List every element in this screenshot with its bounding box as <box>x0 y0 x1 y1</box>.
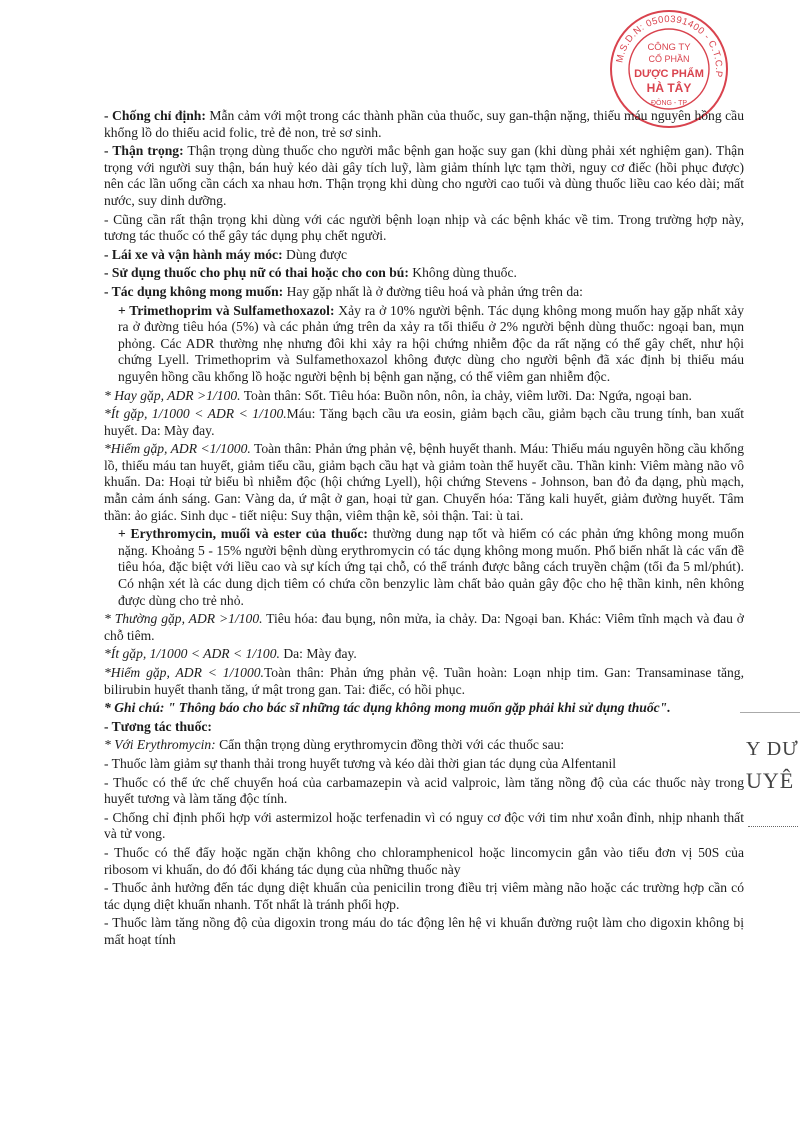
adverse-label: - Tác dụng không mong muốn: <box>104 283 284 299</box>
caution-label: - Thận trọng: <box>104 143 184 159</box>
tmp-common-label: * Hay gặp, ADR >1/100. <box>104 387 241 403</box>
pregnancy-text: Không dùng thuốc. <box>408 265 517 281</box>
interaction-item: - Thuốc có thể đẩy hoặc ngăn chặn không cho chloramphenicol hoặc lincomycin gắn vào tiểu đơn vị 50S của ribosom vi khuẩn, do đó đối kháng tác dụng của những thuốc này <box>104 844 744 877</box>
caution-paragraph-2: - Cũng cần rất thận trọng khi dùng với các người bệnh loạn nhịp và các bệnh khác về tim. Trong trường hợp này, tương tác thuốc có thể gây tác dụng phụ chết người. <box>104 211 744 244</box>
interaction-item: - Thuốc làm giảm sự thanh thải trong huyết tương và kéo dài thời gian tác dụng của Alfentanil <box>104 755 617 771</box>
tmp-uncommon-text: Máu: Tăng bạch cầu ưa eosin, giảm bạch cầu, giảm bạch cầu trung tính, ban xuất huyết. Da: Mày đay. <box>104 406 744 438</box>
tmp-common-paragraph <box>104 388 744 405</box>
tmp-uncommon-label: *Ít gặp, 1/1000 < ADR < 1/100. <box>104 406 287 422</box>
interaction-item: - Thuốc có thể ức chế chuyển hoá của carbamazepin và acid valproic, làm tăng nồng độ của các thuốc này trong huyết tương và làm tăng độc tính. <box>104 774 744 807</box>
interactions-intro <box>104 737 744 754</box>
adverse-text: Hay gặp nhất là ở đường tiêu hoá và phản ứng trên da: <box>283 283 583 299</box>
tmp-rare-label: *Hiếm gặp, ADR <1/1000. <box>104 441 251 457</box>
ery-rare-paragraph <box>104 665 744 698</box>
stamp-ring-text: M.S.D.N: 0500391400 - C.T.C.P <box>614 13 725 79</box>
adverse-paragraph <box>104 284 744 301</box>
pregnancy-label: - Sử dụng thuốc cho phụ nữ có thai hoặc cho con bú: <box>104 265 409 281</box>
tmp-rare-paragraph <box>104 441 744 524</box>
interactions-with-text: Cẩn thận trọng dùng erythromycin đồng thời với các thuốc sau: <box>215 737 565 753</box>
caution-text: Thận trọng dùng thuốc cho người mắc bệnh gan hoặc suy gan (khi dùng phải xét nghiệm gan). Thận trọng với người suy thận, bán huỷ kéo dài gây tích luỹ, làm giảm thính lực tạm thời, nguy cơ điếc (hồi phục được) nên các lần uống cần cách xa nhau hơn. Thận trọng khi dùng cho người cao tuổi và dùng thuốc liều cao kéo dài; mất nước, suy dinh dưỡng. <box>104 143 744 208</box>
stamp-line4: HÀ TÂY <box>646 81 692 95</box>
ery-rare-text: Toàn thân: Phản ứng phản vệ. Tuần hoàn: Loạn nhịp tim. Gan: Transaminase tăng, bilirubin huyết thanh tăng, ứ mật trong gan. Tai: điếc, có hồi phục. <box>104 665 744 697</box>
contraindication-paragraph <box>104 108 744 141</box>
note-text: " Thông báo cho bác sĩ những tác dụng không mong muốn gặp phải khi sử dụng thuốc". <box>164 700 671 716</box>
stamp-line2: CỔ PHẦN <box>648 54 690 64</box>
tmp-text: Xảy ra ở 10% người bệnh. Tác dụng không mong muốn hay gặp nhất xảy ra ở đường tiêu hóa (5%) và các phản ứng trên da xảy ra tối thiểu ở 2% người bệnh dùng thuốc: ngoại ban, mụn phỏng. Các ADR thường nhẹ nhưng đôi khi xảy ra hội chứng nhiễm độc da rất nặng có thể gây chết, như hội chứng Lyell. Trimethoprim và Sulfamethoxazol không được dùng cho người bệnh đã xác định bị thiếu máu nguyên hồng cầu khổng lồ hoặc người bệnh bị bệnh gan nặng, có thể viêm gan nhiễm độc. <box>118 302 744 384</box>
ery-uncommon-paragraph <box>104 646 744 663</box>
stamp-line1: CÔNG TY <box>647 42 691 53</box>
tmp-label: + Trimethoprim và Sulfamethoxazol: <box>118 302 335 318</box>
stamp-bottom: ĐÔNG - TP <box>650 100 688 107</box>
ery-common-text: Tiêu hóa: đau bụng, nôn mửa, ỉa chảy. Da: Ngoại ban. Khác: Viêm tĩnh mạch và đau ở chỗ tiêm. <box>104 611 744 643</box>
driving-paragraph <box>104 247 744 264</box>
driving-label: - Lái xe và vận hành máy móc: <box>104 246 283 262</box>
pregnancy-paragraph <box>104 265 744 282</box>
note-paragraph <box>104 700 744 717</box>
tmp-paragraph <box>104 303 744 386</box>
ery-uncommon-text: Da: Mày đay. <box>279 646 357 662</box>
note-label: * Ghi chú: <box>104 700 165 716</box>
ery-common-label: * Thường gặp, ADR >1/100. <box>104 611 263 627</box>
ery-paragraph <box>104 526 744 609</box>
interaction-item: - Chống chỉ định phối hợp với astermizol hoặc terfenadin vì có nguy cơ độc với tim như xoắn đỉnh, nhịp nhanh thất và tử vong. <box>104 809 744 842</box>
ery-label: + Erythromycin, muối và ester của thuốc: <box>118 526 368 542</box>
edge-text-1: Y DƯ <box>746 738 799 760</box>
interactions-label: - Tương tác thuốc: <box>104 718 212 734</box>
ery-rare-label: *Hiếm gặp, ADR < 1/1000. <box>104 665 264 680</box>
stamp-line3: DƯỢC PHẨM <box>634 68 704 80</box>
interactions-with-label: * Với Erythromycin: <box>104 737 216 753</box>
ery-uncommon-label: *Ít gặp, 1/1000 < ADR < 1/100. <box>104 646 280 662</box>
contraindication-label: - Chống chỉ định: <box>104 108 206 123</box>
driving-text: Dùng được <box>282 246 348 262</box>
interactions-heading <box>104 719 744 736</box>
edge-rule-top <box>740 712 800 713</box>
document-body <box>104 108 744 951</box>
interaction-item: - Thuốc làm tăng nồng độ của digoxin trong máu do tác động lên hệ vi khuẩn đường ruột làm cho digoxin không bị mất hoạt tính <box>104 915 744 947</box>
caution-paragraph <box>104 143 744 209</box>
interaction-item: - Thuốc ảnh hưởng đến tác dụng diệt khuẩn của penicilin trong điều trị viêm màng não hoặc các trường hợp cần có tác dụng diệt khuẩn nhanh. Tốt nhất là tránh phối hợp. <box>104 880 744 912</box>
tmp-rare-text: Toàn thân: Phản ứng phản vệ, bệnh huyết thanh. Máu: Thiếu máu nguyên hồng cầu khổng lồ, thiếu máu tan huyết, giảm tiểu cầu, giảm bạch cầu hạt và giảm toàn thể huyết cầu. Thần kinh: Viêm màng não vô khuẩn. Da: Hoại tử biểu bì nhiễm độc (hội chứng Lyell), hội chứng Stevens - Johnson, ban đỏ đa dạng, phù mạch, mẫn cảm ánh sáng. Gan: Vàng da, ứ mật ở gan, hoại tử gan. Chuyển hóa: Tăng kali huyết, giảm đường huyết. Tâm thần: ảo giác. Sinh dục - tiết niệu: Suy thận, viêm thận kẽ, sỏi thận. Tai: ù tai. <box>104 441 744 523</box>
edge-text-2: UYÊ <box>746 768 795 793</box>
tmp-common-text: Toàn thân: Sốt. Tiêu hóa: Buồn nôn, nôn, ỉa chảy, viêm lưỡi. Da: Ngứa, ngoại ban. <box>240 387 692 403</box>
tmp-uncommon-paragraph <box>104 406 744 439</box>
ery-common-paragraph <box>104 611 744 644</box>
ery-text: thường dung nạp tốt và hiếm có các phản ứng không mong muốn nặng. Khoảng 5 - 15% người bệnh dùng erythromycin có tác dụng không mong muốn. Phổ biến nhất là các vấn đề tiêu hóa, đặc biệt với liều cao và sự kích ứng tại chỗ, có thể tránh được bằng cách truyền chậm (tối đa 5 ml/phút). Có nhận xét là các dung dịch tiêm có chứa cồn benzylic làm chất bảo quản gây độc cho hệ thần kinh, nên không được dùng cho trẻ nhỏ. <box>118 526 744 608</box>
contraindication-text: Mẫn cảm với một trong các thành phần của thuốc, suy gan-thận nặng, thiếu máu nguyên hồng cầu khổng lồ do thiếu acid folic, trẻ đẻ non, trẻ sơ sinh. <box>104 108 744 140</box>
edge-rule-bottom <box>748 826 798 827</box>
